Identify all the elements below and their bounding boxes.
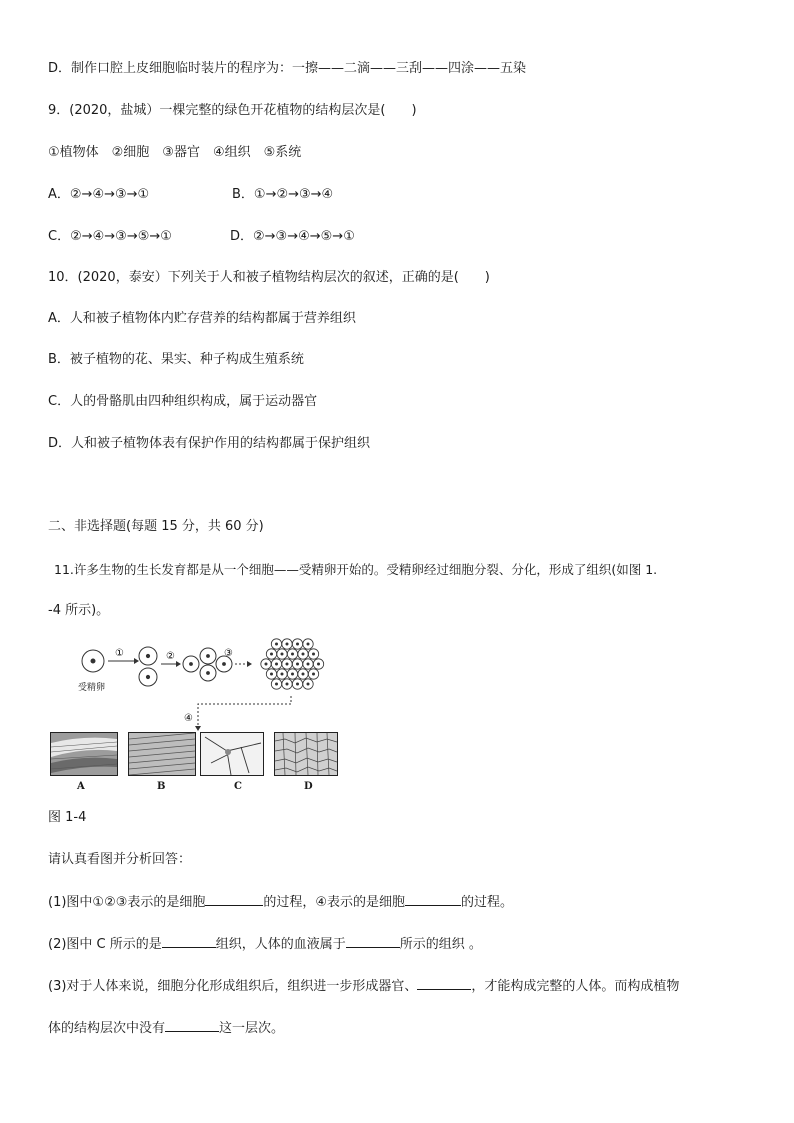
q10-stem: 10．(2020，泰安）下列关于人和被子植物结构层次的叙述，正确的是( ) (48, 270, 490, 285)
section-heading: 二、非选择题(每题 15 分，共 60 分) (48, 519, 264, 534)
fertilized-egg (82, 650, 104, 672)
sq1-text-c: 的过程。 (461, 895, 514, 910)
subquestion-3-line2 (48, 1019, 284, 1037)
subquestion-3-line1 (48, 977, 679, 995)
q9-stem: 9．(2020，盐城）一棵完整的绿色开花植物的结构层次是( ) (48, 103, 417, 118)
answer-blank-5[interactable] (417, 977, 471, 990)
answer-blank-1[interactable] (205, 893, 263, 906)
sq3-text-d: 这一层次。 (219, 1021, 285, 1036)
q10-option-a: A．人和被子植物体内贮存营养的结构都属于营养组织 (48, 311, 356, 326)
q10-option-b: B．被子植物的花、果实、种子构成生殖系统 (48, 352, 304, 367)
tissue-label-d: D (304, 781, 313, 792)
q9-items: ①植物体 ②细胞 ③器官 ④组织 ⑤系统 (48, 145, 302, 160)
tissue-label-c: C (234, 781, 242, 792)
tissue-label-b: B (157, 781, 166, 792)
answer-blank-6[interactable] (165, 1019, 219, 1032)
figure-cell-division (48, 628, 348, 798)
two-cell-stage (139, 647, 157, 686)
q11-stem-line1: 11.许多生物的生长发育都是从一个细胞——受精卵开始的。受精卵经过细胞分裂、分化，形成了组织(如图 1. (54, 562, 658, 577)
sq1-text-b: 的过程，④表示的是细胞 (263, 895, 406, 910)
sq1-text-a: (1)图中①②③表示的是细胞 (48, 895, 206, 910)
sq2-text-a: (2)图中 C 所示的是 (48, 937, 162, 952)
sq3-text-b: ，才能构成完整的人体。而构成植物 (471, 979, 680, 994)
tissue-a-image (50, 732, 118, 776)
sq2-text-b: 组织，人体的血液属于 (215, 937, 346, 952)
subquestion-2 (48, 935, 482, 953)
tissue-b-image (128, 732, 196, 776)
tissue-c-image (200, 732, 264, 776)
step-4-label: ④ (184, 713, 193, 724)
q10-option-d: D．人和被子植物体表有保护作用的结构都属于保护组织 (48, 436, 371, 451)
q9-option-d: D．②→③→④→⑤→① (230, 229, 355, 244)
subquestion-1 (48, 893, 513, 911)
q10-option-c: C．人的骨骼肌由四种组织构成，属于运动器官 (48, 394, 318, 409)
step-2-label: ② (166, 651, 175, 662)
answer-blank-3[interactable] (162, 935, 216, 948)
q9-option-c: C．②→④→③→⑤→① (48, 229, 172, 244)
q9-option-b: B．①→②→③→④ (232, 187, 334, 202)
tissue-label-a: A (77, 781, 85, 792)
step-1-label: ① (115, 648, 124, 659)
step-3-label: ③ (224, 648, 233, 659)
question-prompt: 请认真看图并分析回答： (48, 852, 192, 867)
answer-blank-4[interactable] (346, 935, 400, 948)
sq3-text-a: (3)对于人体来说，细胞分化形成组织后，组织进一步形成器官、 (48, 979, 418, 994)
sq2-text-c: 所示的组织 。 (399, 937, 482, 952)
q9-option-a: A．②→④→③→① (48, 187, 150, 202)
answer-blank-2[interactable] (405, 893, 461, 906)
q8-option-d: D．制作口腔上皮细胞临时装片的程序为：一擦——二滴——三刮——四涂——五染 (48, 61, 527, 76)
sq3-text-c: 体的结构层次中没有 (48, 1021, 166, 1036)
egg-label: 受精卵 (78, 683, 106, 693)
multicell-mass (261, 639, 324, 689)
q11-stem-line2: -4 所示)。 (48, 603, 110, 618)
figure-caption: 图 1-4 (48, 810, 87, 825)
tissue-d-image (274, 732, 338, 776)
